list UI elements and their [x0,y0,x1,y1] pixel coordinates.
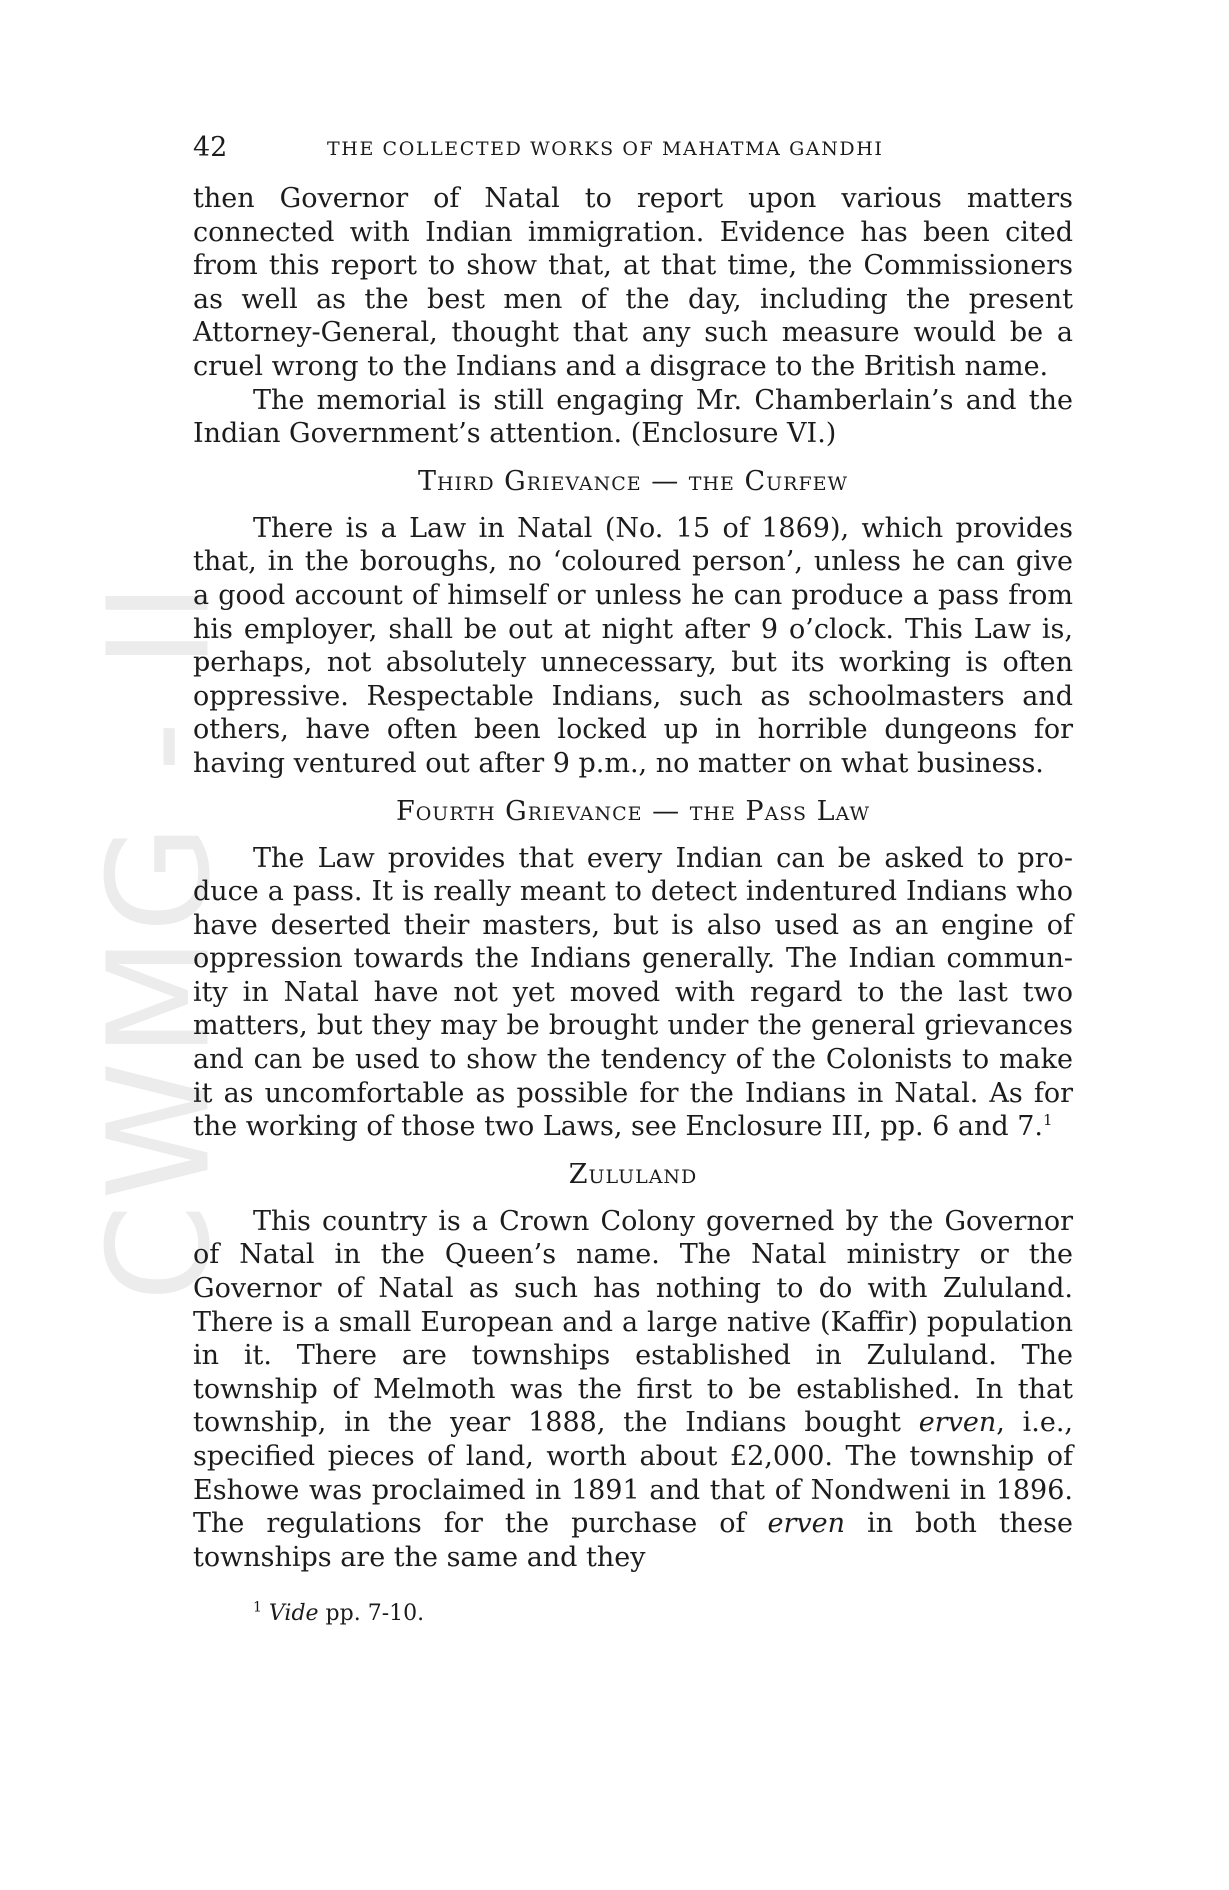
paragraph-zululand-part-1: This country is a Crown Colony governed by the Governor of Natal in the Queen’s name. The Natal ministry or the Governor of Natal as such has nothing to do with Zululand. There is a small European and a large native (Kaffir) population in it. There are townships established in Zululand. The township of Melmoth was the first to be established. In that township, in the year 1888, the Indians bought [193,1205,1073,1439]
heading-zululand: Zululand [568,1158,698,1190]
paragraph-zululand [193,1205,1073,1575]
paragraph-1: then Governor of Natal to report upon various matters connected with Indian immigration. Evidence has been cited from this report to show that, at that time, the Commissioners as well as the best men of the day, including the present Attorney-General, thought that any such measure would be a cruel wrong to the Indians and a disgrace to the British name. [193,183,1073,382]
paragraph-2: The memorial is still engaging Mr. Chamberlain’s and the Indian Government’s attention. (Enclosure VI.) [193,384,1073,450]
paragraph-curfew: There is a Law in Natal (No. 15 of 1869), which provides that, in the boroughs, no ‘coloured person’, unless he can give a good account of himself or unless he can produce a pass from his employer, shall be out at night after 9 o’clock. This Law is, perhaps, not absolutely unnecessary, but its working is often oppressive. Respectable Indians, such as schoolmasters and others, have often been locked up in horrible dungeons for having ventured out after 9 p.m., no matter on what business. [193,512,1073,779]
term-erven-1: erven [918,1407,997,1439]
footnote-mark: 1 [253,1599,262,1616]
paragraph-zululand-part-3: in both these townships are the same and they [193,1508,1073,1573]
heading-fourth-grievance: Fourth Grievance — the Pass Law [396,795,870,827]
footnote-reference: 1 [1043,1111,1053,1130]
footnote [253,1600,424,1628]
watermark-text: CWMG - II [78,578,242,1302]
term-erven-2: erven [767,1508,846,1540]
footnote-vide: Vide [268,1601,319,1626]
footnote-text: pp. 7-10. [318,1601,425,1626]
body-text [193,182,1073,1574]
paragraph-pass-law [193,842,1073,1144]
page-number: 42 [193,132,228,163]
running-title: THE COLLECTED WORKS OF MAHATMA GANDHI [327,138,884,160]
paragraph-pass-law-text: The Law provides that every Indian can be asked to produce a pass. It is really meant to detect indentured Indians who have deserted their masters, but is also used as an engine of oppression towards the Indians generally. The Indian community in Natal have not yet moved with regard to the last two matters, but they may be brought under the general grievances and can be used to show the tendency of the Colonists to make it as uncomfortable as possible for the Indians in Natal. As for the working of those two Laws, see Enclosure III, pp. 6 and 7. [193,842,1073,1143]
heading-third-grievance: Third Grievance — the Curfew [417,465,849,497]
page-header [193,132,1077,164]
paragraph-zululand-part-2: , i.e., specified pieces of land, worth about £2,000. The township of Eshowe was proclaimed in 1891 and that of Nondweni in 1896. The regulations for the purchase of [193,1407,1073,1540]
